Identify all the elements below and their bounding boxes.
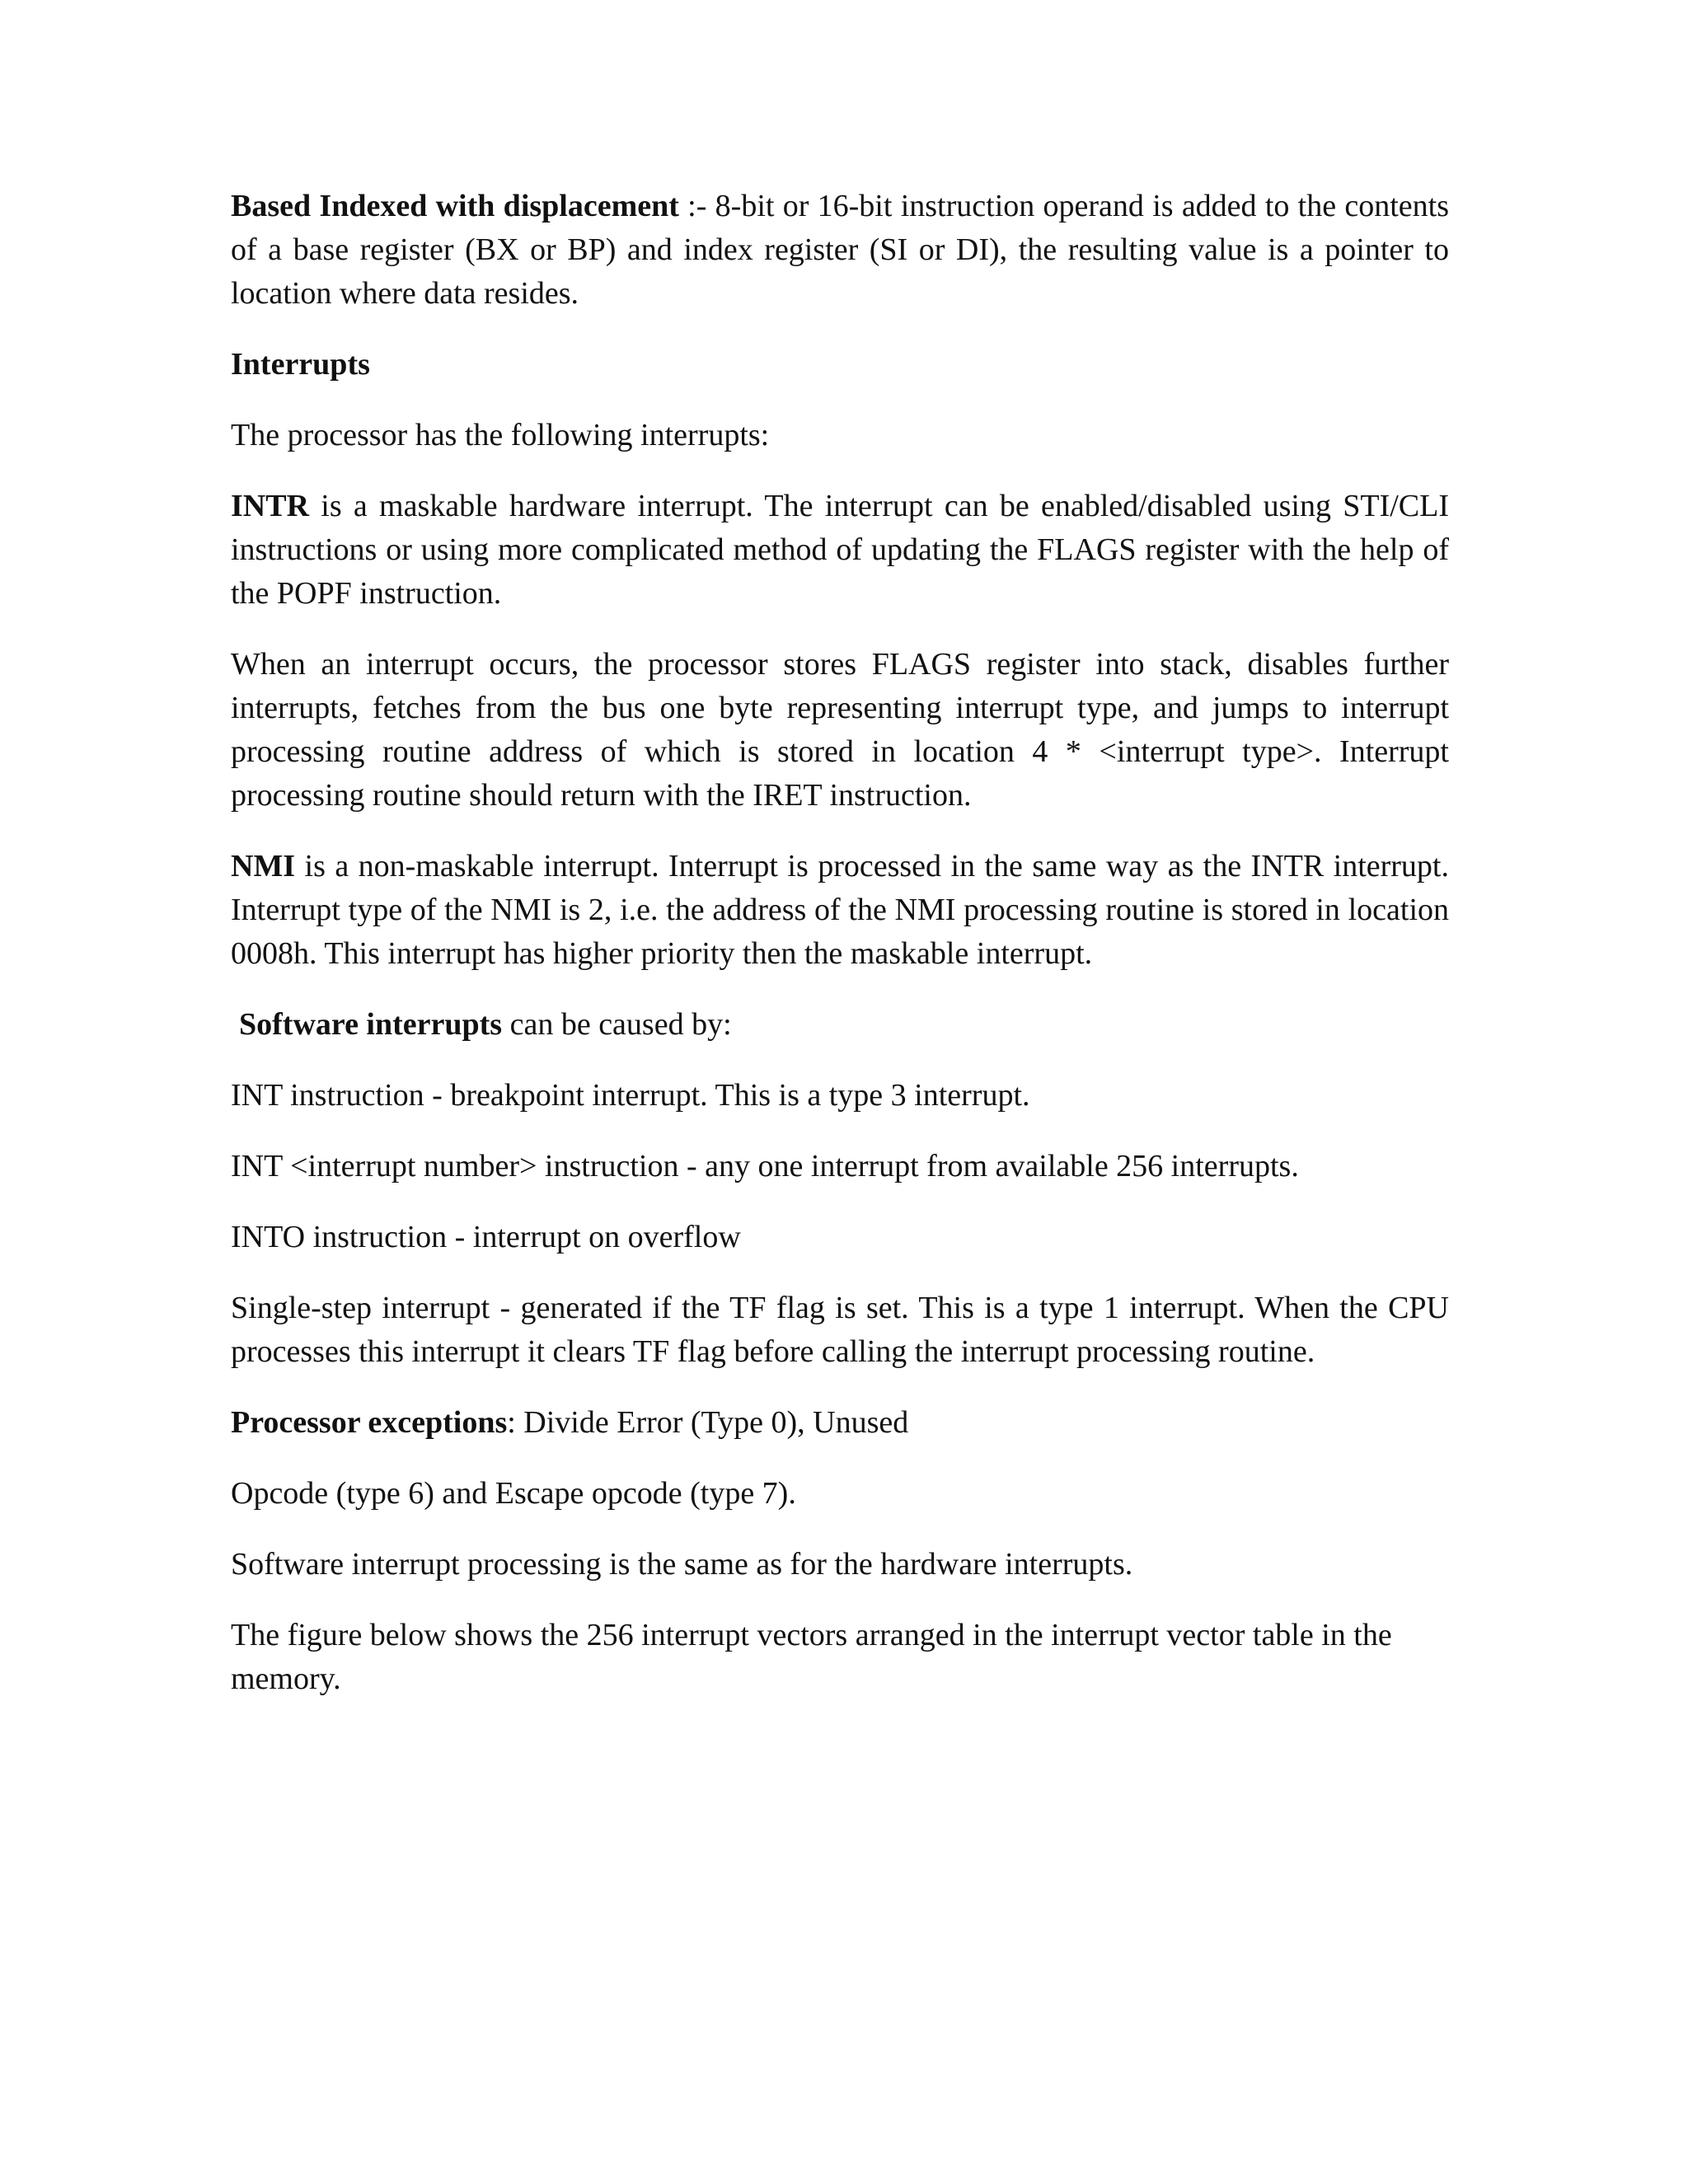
paragraph-processor-exceptions — [231, 1401, 1449, 1445]
paragraph-text: is a maskable hardware interrupt. The interrupt can be enabled/disabled using STI/CLI instructions or using more complicated method of updating the FLAGS register with the help of the POPF instruction. — [231, 489, 1449, 611]
paragraph-int-number: INT <interrupt number> instruction - any one interrupt from available 256 interrupts. — [231, 1149, 1299, 1183]
document-body — [231, 185, 1449, 1728]
paragraph-software-processing: Software interrupt processing is the same as for the hardware interrupts. — [231, 1547, 1133, 1582]
paragraph-interrupts-intro: The processor has the following interrupts: — [231, 418, 770, 452]
term-intr: INTR — [231, 489, 310, 523]
paragraph-intr — [231, 485, 1449, 616]
paragraph-single-step: Single-step interrupt - generated if the TF flag is set. This is a type 1 interrupt. When the CPU processes this interrupt it clears TF flag before calling the interrupt processing routine. — [231, 1291, 1449, 1369]
term-software-interrupts: Software interrupts — [239, 1007, 503, 1042]
paragraph-int-breakpoint: INT instruction - breakpoint interrupt. This is a type 3 interrupt. — [231, 1078, 1030, 1113]
paragraph-text: : Divide Error (Type 0), Unused — [507, 1405, 909, 1440]
paragraph-text: can be caused by: — [502, 1007, 732, 1042]
paragraph-into: INTO instruction - interrupt on overflow — [231, 1220, 741, 1254]
paragraph-text: is a non-maskable interrupt. Interrupt is processed in the same way as the INTR interrupt. Interrupt type of the NMI is 2, i.e. the address of the NMI processing routine is stored in location 0008h. This interrupt has higher priority then the maskable interrupt. — [231, 849, 1449, 971]
paragraph-nmi — [231, 845, 1449, 976]
section-heading-interrupts: Interrupts — [231, 347, 370, 382]
paragraph-figure-below: The figure below shows the 256 interrupt vectors arranged in the interrupt vector table in the memory. — [231, 1618, 1392, 1696]
paragraph-interrupt-occurs: When an interrupt occurs, the processor stores FLAGS register into stack, disables further interrupts, fetches from the bus one byte representing interrupt type, and jumps to interrupt processing routine address of which is stored in location 4 * <interrupt type>. Interrupt processing routine should return with the IRET instruction. — [231, 647, 1449, 813]
paragraph-based-indexed — [231, 185, 1449, 316]
paragraph-text: :- 8-bit or 16-bit instruction operand is added to the contents of a base register (BX or BP) and index register (SI or DI), the resulting value is a pointer to location where data resides. — [231, 189, 1450, 311]
term-processor-exceptions: Processor exceptions — [231, 1405, 508, 1440]
paragraph-opcode: Opcode (type 6) and Escape opcode (type 7). — [231, 1476, 796, 1511]
term-nmi: NMI — [231, 849, 296, 883]
paragraph-software-interrupts — [231, 1003, 1449, 1047]
term-based-indexed: Based Indexed with displacement — [231, 189, 679, 223]
